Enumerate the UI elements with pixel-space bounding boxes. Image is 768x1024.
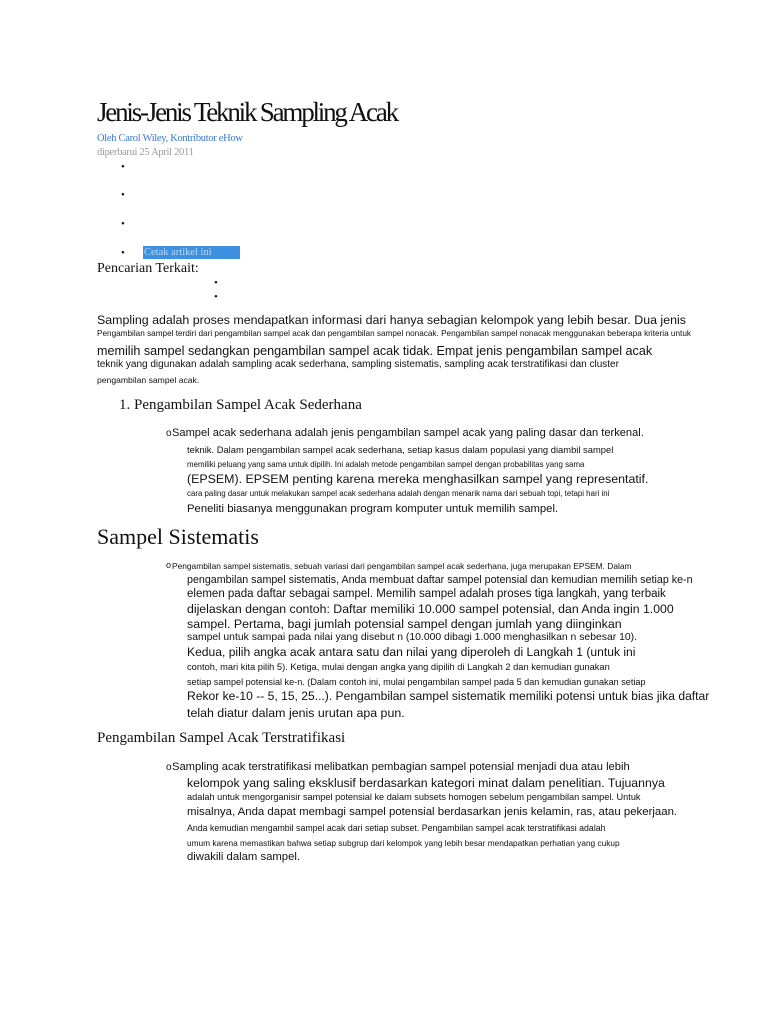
intro-line: teknik yang digunakan adalah sampling acak sederhana, sampling sistematis, sampling acak terstratifikasi dan cluster — [97, 359, 619, 370]
section3-line: adalah untuk mengorganisir sampel potensial ke dalam subsets homogen sebelum pengambilan sampel. Untuk — [187, 792, 641, 802]
share-item-bullet: • — [121, 218, 125, 230]
section3-line: Anda kemudian mengambil sampel acak dari setiap subset. Pengambilan sampel acak terstratifikasi adalah — [187, 823, 606, 833]
section-heading-simple-random: 1. Pengambilan Sampel Acak Sederhana — [119, 397, 362, 413]
section1-line: Peneliti biasanya menggunakan program komputer untuk memilih sampel. — [187, 503, 559, 515]
section2-line: Pengambilan sampel sistematis, sebuah variasi dari pengambilan sampel acak sederhana, juga merupakan EPSEM. Dalam — [172, 561, 632, 571]
section2-line: pengambilan sampel sistematis, Anda membuat daftar sampel potensial dan kemudian memilih setiap ke-n — [187, 574, 693, 586]
intro-line: Sampling adalah proses mendapatkan informasi dari hanya sebagian kelompok yang lebih besar. Dua jenis — [97, 313, 686, 327]
section3-line: misalnya, Anda dapat membagi sampel potensial berdasarkan jenis kelamin, ras, atau pekerjaan. — [187, 806, 678, 818]
share-item-bullet: • — [121, 189, 125, 201]
section2-line: contoh, mari kita pilih 5). Ketiga, mulai dengan angka yang dipilih di Langkah 2 dan kemudian gunakan — [187, 662, 610, 672]
section3-line: umum karena memastikan bahwa setiap subgrup dari kelompok yang lebih besar mendapatkan perhatian yang cukup — [187, 838, 620, 848]
article-title: Jenis-Jenis Teknik Sampling Acak — [97, 97, 397, 127]
section2-line: Kedua, pilih angka acak antara satu dan nilai yang diperoleh di Langkah 1 (untuk ini — [187, 645, 636, 659]
section3-line: kelompok yang saling eksklusif berdasarkan kategori minat dalam penelitian. Tujuannya — [187, 776, 665, 790]
section2-line: Rekor ke-10 -- 5, 15, 25...). Pengambilan sampel sistematik memiliki potensi untuk bias jika daftar — [187, 689, 710, 703]
section2-line: dijelaskan dengan contoh: Daftar memiliki 10.000 sampel potensial, dan Anda ingin 1.000 — [187, 602, 674, 616]
section1-line: Sampel acak sederhana adalah jenis pengambilan sampel acak yang paling dasar dan terkenal. — [172, 427, 644, 439]
section-heading-stratified: Pengambilan Sampel Acak Terstratifikasi — [97, 730, 346, 746]
section1-line: (EPSEM). EPSEM penting karena mereka menghasilkan sampel yang representatif. — [187, 472, 649, 486]
intro-line: pengambilan sampel acak. — [97, 375, 200, 385]
intro-line: memilih sampel sedangkan pengambilan sampel acak tidak. Empat jenis pengambilan sampel acak — [97, 344, 653, 358]
list-marker: o — [166, 560, 172, 570]
section3-line: Sampling acak terstratifikasi melibatkan pembagian sampel potensial menjadi dua atau lebih — [172, 761, 630, 773]
section1-line: cara paling dasar untuk melakukan sampel acak sederhana adalah dengan menarik nama dari sebuah topi, tetapi hari ini — [187, 489, 610, 498]
section1-line: teknik. Dalam pengambilan sampel acak sederhana, setiap kasus dalam populasi yang diambil sampel — [187, 444, 614, 455]
section2-line: sampel untuk sampai pada nilai yang disebut n (10.000 dibagi 1.000 menghasilkan n sebesar 10). — [187, 632, 637, 643]
author-link[interactable]: Oleh Carol Wiley, Kontributor eHow — [97, 133, 243, 144]
section2-line: sampel. Pertama, bagi jumlah potensial sampel dengan jumlah yang diinginkan — [187, 617, 622, 631]
list-marker: o — [166, 762, 172, 773]
section2-line: telah diatur dalam jenis urutan apa pun. — [187, 706, 405, 720]
share-item-bullet: • — [121, 161, 125, 173]
share-item-bullet: • — [121, 247, 125, 259]
section2-line: elemen pada daftar sebagai sampel. Memilih sampel adalah proses tiga langkah, yang terbaik — [187, 588, 666, 600]
intro-line: Pengambilan sampel terdiri dari pengambilan sampel acak dan pengambilan sampel nonacak. Pengambilan sampel nonacak menggunakan beberapa kriteria untuk — [97, 329, 691, 338]
related-search-item[interactable]: • — [214, 277, 218, 289]
section3-line: diwakili dalam sampel. — [187, 851, 301, 863]
updated-date: diperbarui 25 April 2011 — [97, 147, 194, 158]
related-search-item: • — [214, 291, 218, 303]
related-searches-label: Pencarian Terkait: — [97, 261, 199, 276]
print-article-link[interactable]: Cetak artikel ini — [143, 246, 240, 259]
section-heading-systematic: Sampel Sistematis — [97, 524, 259, 549]
section2-line: setiap sampel potensial ke-n. (Dalam contoh ini, mulai pengambilan sampel pada 5 dan kemudian gunakan setiap — [187, 677, 646, 687]
list-marker: o — [166, 428, 172, 439]
section1-line: memiliki peluang yang sama untuk dipilih. Ini adalah metode pengambilan sampel dengan probabilitas yang sama — [187, 460, 585, 469]
